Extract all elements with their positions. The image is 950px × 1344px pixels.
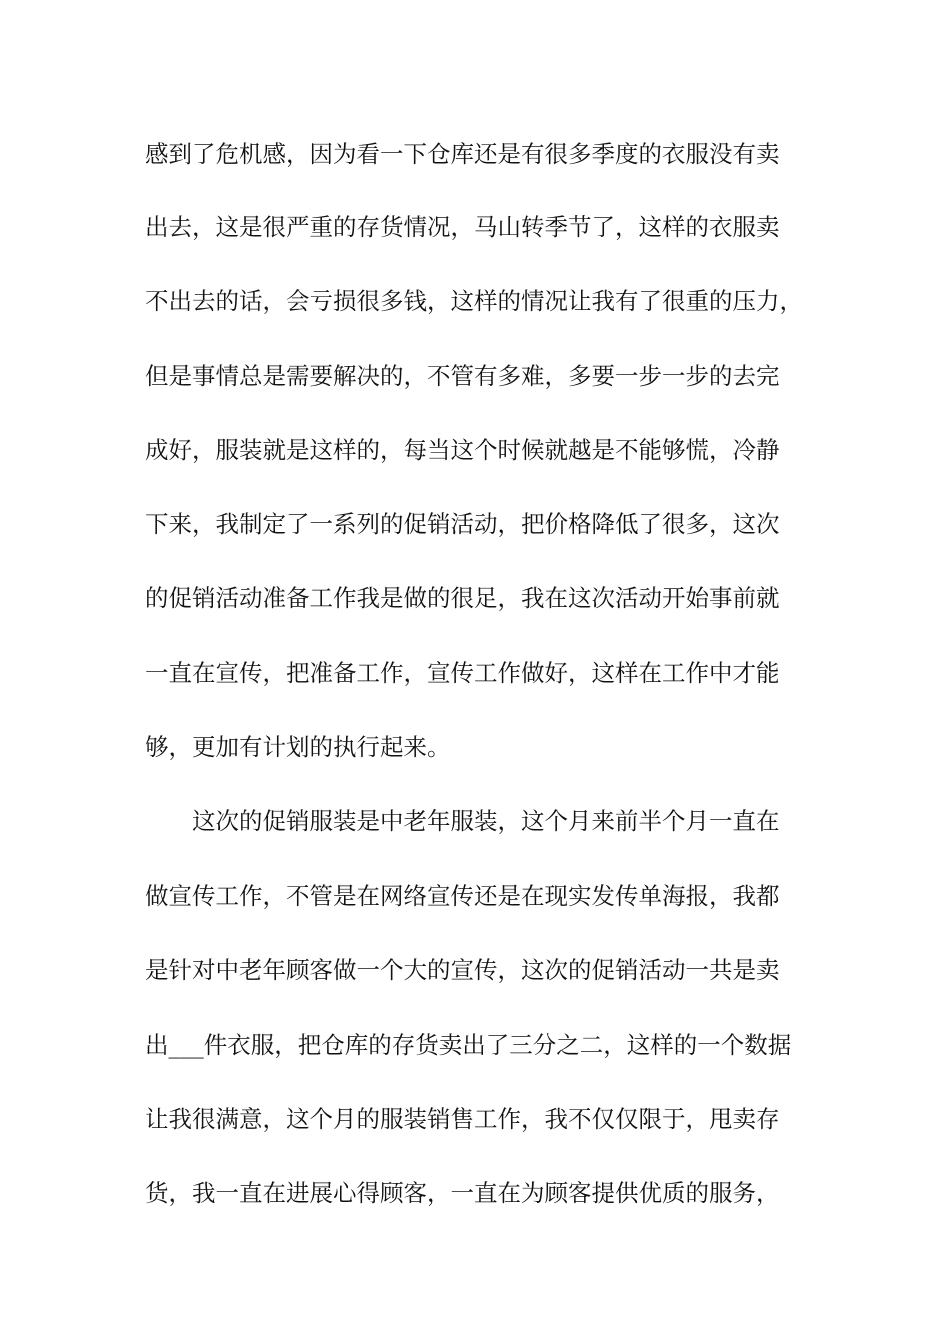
text-line: 做宣传工作，不管是在网络宣传还是在现实发传单海报，我都 (145, 882, 780, 910)
text-line: 不出去的话，会亏损很多钱，这样的情况让我有了很重的压力， (145, 287, 803, 315)
paragraph-first-line: 这次的促销服装是中老年服装，这个月来前半个月一直在 (192, 807, 780, 835)
text-line: 货，我一直在进展心得顾客，一直在为顾客提供优质的服务， (145, 1179, 780, 1207)
text-line: 出___件衣服，把仓库的存货卖出了三分之二，这样的一个数据 (145, 1031, 792, 1059)
text-line: 感到了危机感，因为看一下仓库还是有很多季度的衣服没有卖 (145, 140, 780, 168)
text-line: 下来，我制定了一系列的促销活动，把价格降低了很多，这次 (145, 510, 780, 538)
text-line: 够，更加有计划的执行起来。 (145, 733, 451, 761)
text-line: 但是事情总是需要解决的，不管有多难，多要一步一步的去完 (145, 362, 780, 390)
text-line: 出去，这是很严重的存货情况，马山转季节了，这样的衣服卖 (145, 213, 780, 241)
text-line: 是针对中老年顾客做一个大的宣传，这次的促销活动一共是卖 (145, 956, 780, 984)
text-line: 的促销活动准备工作我是做的很足，我在这次活动开始事前就 (145, 584, 780, 612)
text-line: 一直在宣传，把准备工作，宣传工作做好，这样在工作中才能 (145, 659, 780, 687)
text-line: 让我很满意，这个月的服装销售工作，我不仅仅限于，甩卖存 (145, 1105, 780, 1133)
text-line: 成好，服装就是这样的，每当这个时候就越是不能够慌，冷静 (145, 436, 780, 464)
